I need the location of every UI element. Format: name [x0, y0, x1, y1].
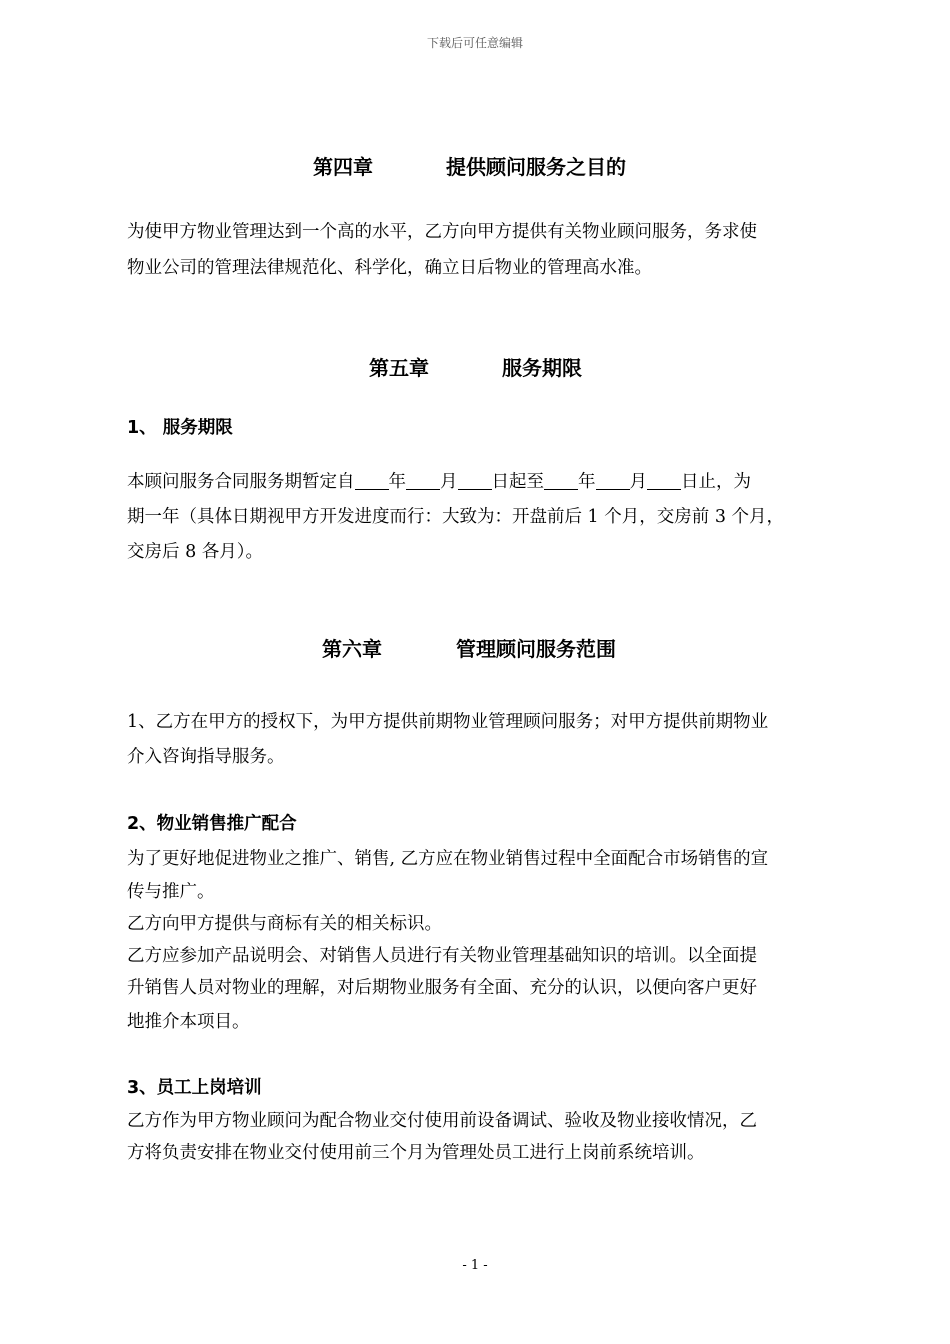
ch4-line-2: 物业公司的管理法律规范化、科学化，确立日后物业的管理高水准。 — [127, 258, 652, 278]
term-month-label: 月 — [440, 472, 458, 492]
term-text-end: 日止，为 — [681, 472, 751, 492]
term-day-label: 日起至 — [491, 472, 544, 492]
ch6-p2-line-2: 传与推广。 — [127, 882, 215, 902]
ch6-p2-line-6: 地推介本项目。 — [127, 1012, 250, 1032]
ch5-line-2: 期一年（具体日期视甲方开发进度而行：大致为：开盘前后 1 个月，交房前 3 个月， — [127, 507, 785, 527]
term-text-start: 本顾问服务合同服务期暂定自 — [127, 472, 355, 492]
ch6-p2-line-3: 乙方向甲方提供与商标有关的相关标识。 — [127, 914, 442, 934]
chapter-4-number: 第四章 — [313, 155, 373, 179]
ch6-p1-line-2: 介入咨询指导服务。 — [127, 747, 285, 767]
end-month-blank[interactable] — [596, 472, 630, 491]
term-month-label-2: 月 — [629, 472, 647, 492]
ch6-subheading-2: 2、物业销售推广配合 — [127, 814, 297, 834]
ch6-p1-line-1: 1、乙方在甲方的授权下，为甲方提供前期物业管理顾问服务；对甲方提供前期物业 — [127, 712, 769, 732]
ch6-p3-line-2: 方将负责安排在物业交付使用前三个月为管理处员工进行上岗前系统培训。 — [127, 1143, 705, 1163]
page-number: - 1 - — [462, 1258, 488, 1273]
chapter-6-number: 第六章 — [322, 637, 382, 661]
ch5-subheading-1: 1、 服务期限 — [127, 418, 233, 438]
ch4-line-1: 为使甲方物业管理达到一个高的水平，乙方向甲方提供有关物业顾问服务，务求使 — [127, 222, 757, 242]
start-day-blank[interactable] — [458, 472, 492, 491]
end-day-blank[interactable] — [647, 472, 681, 491]
service-term-line — [127, 468, 751, 493]
start-year-blank[interactable] — [355, 472, 389, 491]
chapter-5-number: 第五章 — [369, 356, 429, 380]
start-month-blank[interactable] — [406, 472, 440, 491]
chapter-5-title: 服务期限 — [502, 356, 582, 380]
page-header: 下载后可任意编辑 — [426, 36, 523, 50]
chapter-6-title: 管理顾问服务范围 — [456, 637, 616, 661]
ch6-p2-line-4: 乙方应参加产品说明会、对销售人员进行有关物业管理基础知识的培训。以全面提 — [127, 946, 757, 966]
ch6-p2-line-5: 升销售人员对物业的理解，对后期物业服务有全面、充分的认识，以便向客户更好 — [127, 978, 757, 998]
end-year-blank[interactable] — [544, 472, 578, 491]
ch6-p3-line-1: 乙方作为甲方物业顾问为配合物业交付使用前设备调试、验收及物业接收情况，乙 — [127, 1111, 757, 1131]
chapter-4-title: 提供顾问服务之目的 — [446, 155, 626, 179]
ch6-p2-line-1: 为了更好地促进物业之推广、销售, 乙方应在物业销售过程中全面配合市场销售的宣 — [127, 849, 769, 869]
ch6-subheading-3: 3、员工上岗培训 — [127, 1078, 262, 1098]
ch5-line-3: 交房后 8 各月）。 — [127, 542, 264, 562]
term-year-label-2: 年 — [578, 472, 596, 492]
term-year-label: 年 — [388, 472, 406, 492]
